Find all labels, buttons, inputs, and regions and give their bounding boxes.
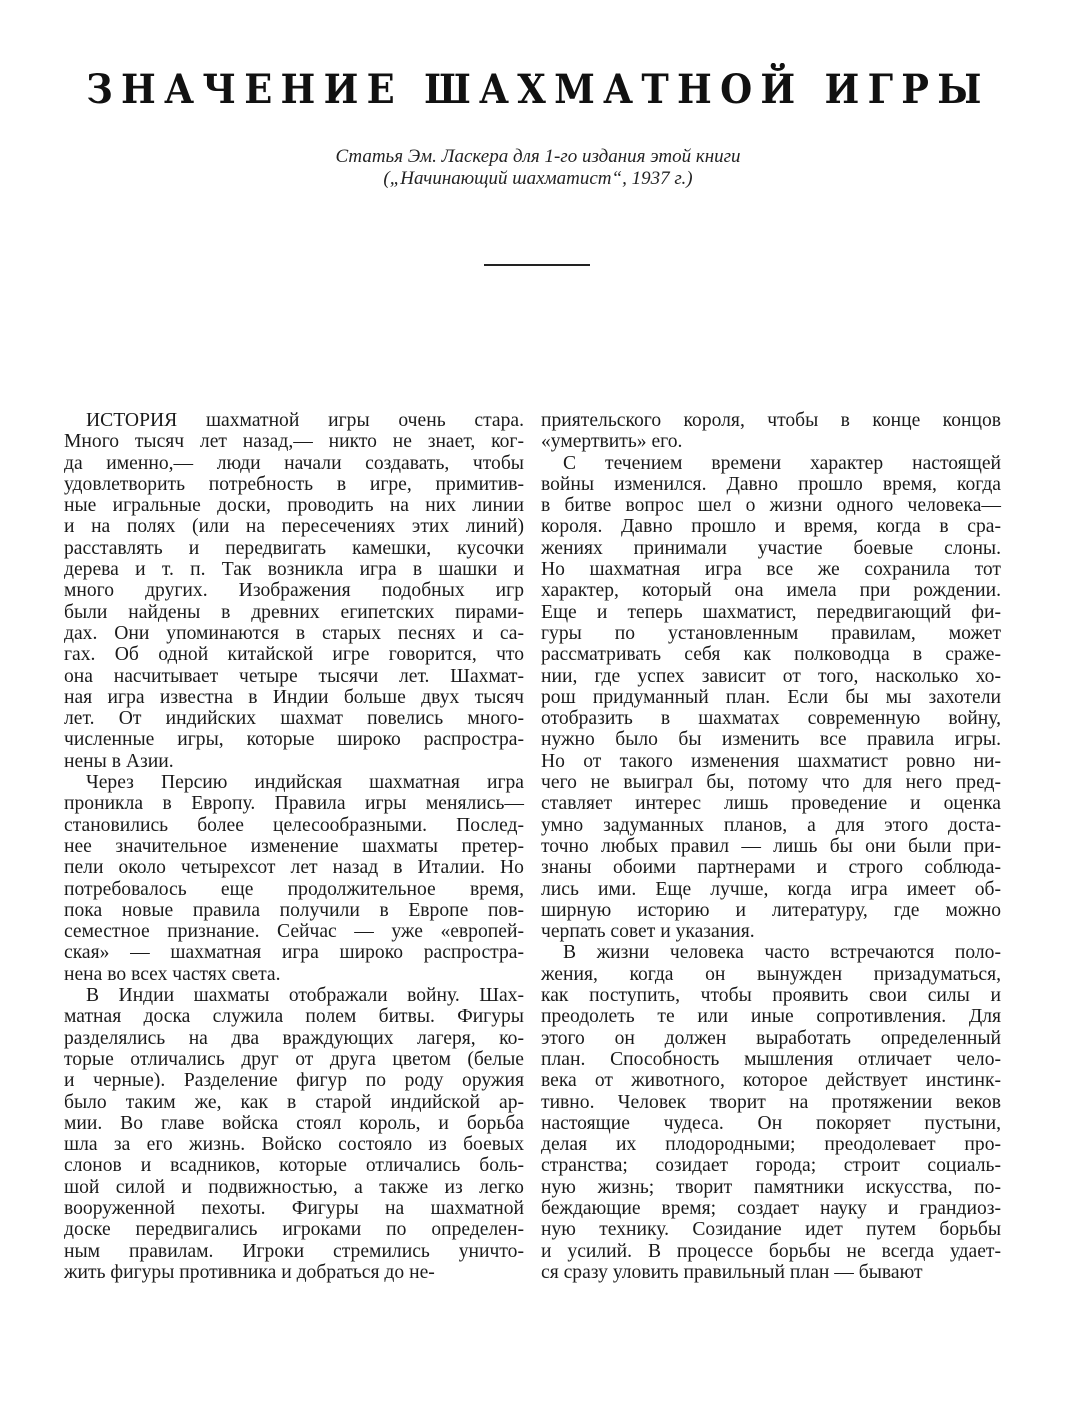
article-subtitle <box>0 146 1076 190</box>
text-line: лись ими. Еще лучше, когда игра имеет об- <box>541 878 1001 900</box>
text-line: приятельского короля, чтобы в конце концов <box>541 410 1002 431</box>
text-line: ная игра известна в Индии больше двух тысяч <box>64 686 524 708</box>
text-line: делая их плодородными; преодолевает про- <box>541 1134 1002 1156</box>
text-line: отобразить в шахматах современную войну, <box>541 708 1002 730</box>
text-line: и усилий. В процессе борьбы не всегда удает- <box>541 1240 1002 1262</box>
text-line: странства; созидает города; строит социаль- <box>541 1155 1001 1177</box>
subtitle-line-2: („Начинающий шахматист“, 1937 г.) <box>383 168 693 189</box>
text-line: проникла в Европу. Правила игры менялись— <box>64 793 524 815</box>
text-line: «умертвить» его. <box>541 431 683 453</box>
text-line: семестное признание. Сейчас — уже «европей- <box>64 921 524 943</box>
text-line: она насчитывает четыре тысячи лет. Шахмат- <box>64 665 524 687</box>
text-line: этого он должен выработать определенный <box>541 1027 1001 1049</box>
text-line: были найдены в древних египетских пирами- <box>64 601 524 623</box>
text-line: план. Способность мышления отличает чело- <box>541 1048 1002 1070</box>
left-text-column <box>64 410 524 1283</box>
text-line: торые отличались друг от друга цветом (белые <box>64 1048 524 1070</box>
text-line: и черные). Разделение фигур по роду оружия <box>64 1070 524 1092</box>
text-line: ширную историю и литературу, где можно <box>541 899 1002 921</box>
text-line: Через Персию индийская шахматная игра <box>86 772 524 794</box>
paragraph <box>64 410 524 772</box>
text-line: рассматривать себя как полководца в сраже- <box>541 644 1001 666</box>
text-line: преодолеть те или иные сопротивления. Для <box>541 1006 1001 1028</box>
text-line: беждающие время; создает науку и грандиоз- <box>541 1197 1002 1219</box>
paragraph <box>64 985 524 1283</box>
text-line: жения, когда он вынужден призадуматься, <box>541 963 1001 985</box>
text-line: численные игры, которые широко распростра- <box>64 729 524 751</box>
text-line: слонов и всадников, которые отличались боль- <box>64 1155 524 1177</box>
right-text-column <box>541 410 1001 1283</box>
text-line: и на полях (или на пересечениях этих линий) <box>64 516 524 538</box>
text-line: удовлетворить потребность в игре, примитив- <box>64 473 524 495</box>
text-line: пели около четырехсот лет назад в Италии. Но <box>64 857 524 879</box>
text-line: дерева и т. п. Так возникла игра в шашки и <box>64 559 524 581</box>
text-line: жениях принимали участие боевые слоны. <box>541 537 1001 559</box>
text-line: войны изменился. Давно прошло время, когда <box>541 473 1001 495</box>
text-line: мии. Во главе войска стоял король, и борьба <box>64 1112 524 1134</box>
paragraph <box>541 453 1001 943</box>
text-line: нии, где успех зависит от того, насколько хо- <box>541 665 1001 687</box>
text-line: потребовалось еще продолжительное время, <box>64 878 524 900</box>
text-line: С течением времени характер настоящей <box>563 452 1001 474</box>
text-line: черпать совет и указания. <box>541 921 755 943</box>
text-line: шла за его жизнь. Войско состояло из боевых <box>64 1134 524 1156</box>
paragraph <box>541 942 1001 1283</box>
text-line: лет. От индийских шахмат повелись много- <box>64 708 524 730</box>
text-line: да именно,— люди начали создавать, чтобы <box>64 452 524 474</box>
paragraph <box>64 772 524 985</box>
text-line: Но от такого изменения шахматист ровно ни- <box>541 750 1002 772</box>
text-line: гах. Об одной китайской игре говорится, что <box>64 644 525 666</box>
text-line: становились более целесообразными. Послед- <box>64 814 524 836</box>
title-divider <box>484 264 590 266</box>
text-line: как поступить, чтобы проявить свои силы и <box>541 985 1001 1007</box>
text-line: пока новые правила получили в Европе пов- <box>64 899 525 921</box>
text-line: вооруженной пехоты. Фигуры на шахматной <box>64 1197 524 1219</box>
text-line: расставлять и передвигать камешки, кусочки <box>64 537 525 559</box>
text-line: короля. Давно прошло и время, когда в сра- <box>541 516 1001 538</box>
text-line: нее значительное изменение шахматы претер- <box>64 835 524 857</box>
paragraph <box>541 410 1001 453</box>
text-line: дах. Они упоминаются в старых песнях и са- <box>64 622 525 644</box>
text-line: ную технику. Созидание идет путем борьбы <box>541 1219 1002 1241</box>
text-line: ИСТОРИЯ шахматной игры очень стара. <box>86 410 525 431</box>
text-line: жить фигуры противника и добраться до не- <box>64 1261 435 1283</box>
text-line: ся сразу уловить правильный план — бывают <box>541 1261 923 1283</box>
text-line: шой силой и подвижностью, а также из легко <box>64 1176 524 1198</box>
text-line: много других. Изображения подобных игр <box>64 580 524 602</box>
text-line: нены в Азии. <box>64 750 174 772</box>
text-line: нужно было бы изменить все правила игры. <box>541 729 1001 751</box>
text-line: матная доска служила полем битвы. Фигуры <box>64 1006 524 1028</box>
text-line: было таким же, как в старой индийской ар- <box>64 1091 525 1113</box>
text-line: чего не выиграл бы, потому что для него пред- <box>541 772 1002 794</box>
text-line: ская» — шахматная игра широко распростра- <box>64 942 524 964</box>
text-line: Но шахматная игра все же сохранила тот <box>541 559 1001 581</box>
text-line: века от животного, которое действует инстинк- <box>541 1070 1001 1092</box>
text-line: тивно. Человек творит на протяжении веков <box>541 1091 1001 1113</box>
text-line: В Индии шахматы отображали войну. Шах- <box>86 985 524 1007</box>
text-line: ные игральные доски, проводить на них линии <box>64 495 524 517</box>
text-line: ную жизнь; творит памятники искусства, по- <box>541 1176 1001 1198</box>
text-line: нена во всех частях света. <box>64 963 281 985</box>
text-line: разделялись на два враждующих лагеря, ко- <box>64 1027 524 1049</box>
text-line: Еще и теперь шахматист, передвигающий фи- <box>541 601 1001 623</box>
subtitle-line-1: Статья Эм. Ласкера для 1-го издания этой книги <box>335 146 741 167</box>
text-line: ставляет интерес лишь проведение и оценка <box>541 793 1001 815</box>
text-line: характер, который она имела при рождении. <box>541 580 1002 602</box>
text-line: В жизни человека часто встречаются поло- <box>563 942 1001 964</box>
text-line: гуры по установленным правилам, может <box>541 622 1002 644</box>
text-line: в битве вопрос шел о жизни одного человека— <box>541 495 1001 517</box>
text-line: точно любых правил — лишь бы они были при- <box>541 835 1002 857</box>
text-line: настоящие чудеса. Он покоряет пустыни, <box>541 1112 1001 1134</box>
article-title: ЗНАЧЕНИЕ ШАХМАТНОЙ ИГРЫ <box>86 66 990 113</box>
text-line: ным правилам. Игроки стремились уничто- <box>64 1240 524 1262</box>
text-line: рош придуманный план. Если бы мы захотели <box>541 686 1002 708</box>
text-line: Много тысяч лет назад,— никто не знает, ког- <box>64 431 524 453</box>
text-line: умно задуманных планов, а для этого доста- <box>541 814 1002 836</box>
text-line: знаны обоими партнерами и строго соблюда- <box>541 857 1002 879</box>
text-line: доске передвигались игроками по определен- <box>64 1219 524 1241</box>
